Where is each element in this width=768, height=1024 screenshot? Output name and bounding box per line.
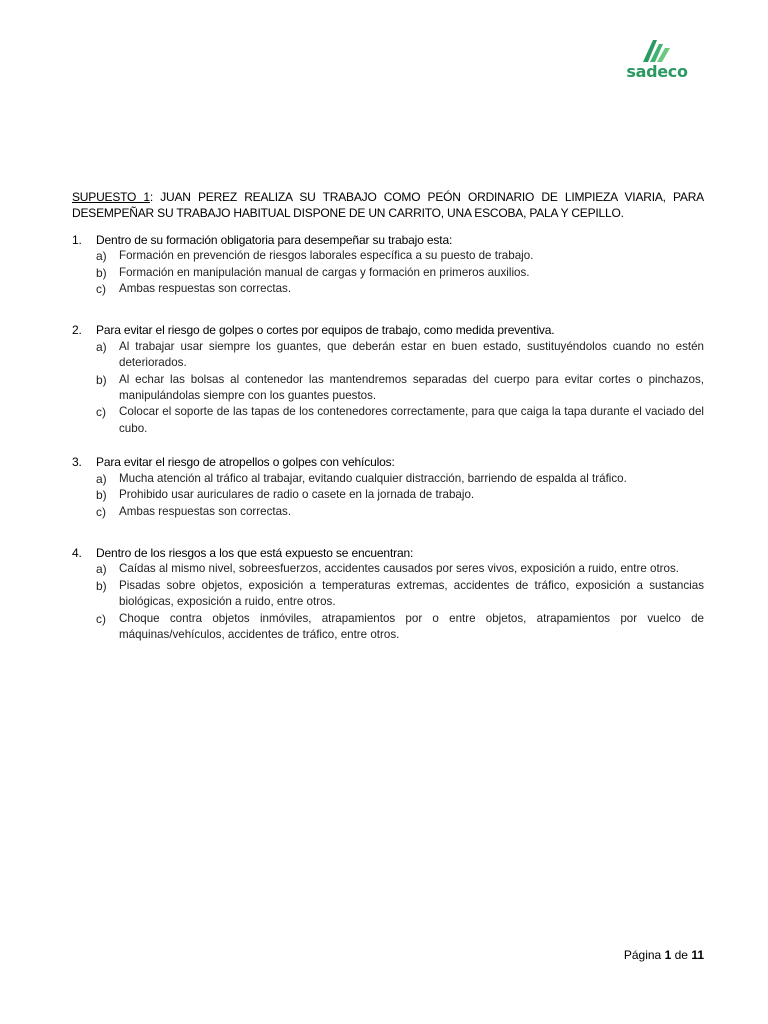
option-text: Pisadas sobre objetos, exposición a temperaturas extremas, accidentes de tráfico, exposición a sustancias biológicas, exposición a ruido, entre otros. [119,578,704,609]
answer-option [72,611,704,644]
question-4 [72,545,704,643]
option-letter: b) [96,372,107,387]
current-page: 1 [664,948,672,962]
answer-option [72,487,704,503]
question-number: 2. [72,323,82,338]
option-text: Caídas al mismo nivel, sobreesfuerzos, accidentes causados por seres vivos, exposición a ruido, entre otros. [119,562,679,576]
answer-option [72,339,704,372]
answer-options [72,248,704,297]
page-footer [624,948,704,962]
answer-option [72,561,704,577]
answer-option [72,404,704,437]
answer-options [72,561,704,643]
supuesto-label: SUPUESTO 1 [72,190,150,204]
answer-option [72,578,704,611]
answer-option [72,372,704,405]
option-letter: b) [96,265,107,280]
option-text: Formación en manipulación manual de cargas y formación en primeros auxilios. [119,265,530,279]
option-letter: a) [96,562,107,577]
question-number: 3. [72,455,82,470]
option-letter: c) [96,282,106,297]
option-text: Ambas respuestas son correctas. [119,282,292,296]
total-pages: 11 [691,948,704,962]
sadeco-logo-text: sadeco [626,62,688,81]
option-letter: a) [96,471,107,486]
spacer [72,297,704,322]
question-1 [72,232,704,298]
option-text: Colocar el soporte de las tapas de los contenedores correctamente, para que caiga la tapa durante el vaciado del cubo. [119,405,704,435]
answer-option [72,248,704,264]
spacer [72,520,704,545]
question-number: 1. [72,232,82,247]
sadeco-logo [622,38,692,88]
option-letter: c) [96,405,106,420]
option-text: Al echar las bolsas al contenedor las mantendremos separadas del cuerpo para evitar cortes o pinchazos, manipulándolas siempre con los guantes puestos. [119,372,704,403]
answer-option [72,265,704,281]
option-text: Prohibido usar auriculares de radio o casete en la jornada de trabajo. [119,488,475,502]
answer-option [72,471,704,487]
question-title: Para evitar el riesgo de golpes o cortes por equipos de trabajo, como medida preventiva. [96,323,555,338]
exam-content [72,189,704,643]
sadeco-leaf-logo-icon [640,38,674,64]
supuesto-heading [72,189,704,222]
question-number: 4. [72,545,82,560]
answer-option [72,281,704,297]
option-text: Al trabajar usar siempre los guantes, que deberán estar en buen estado, sustituyéndolos cuando no estén deteriorados. [119,339,704,370]
supuesto-text: : JUAN PEREZ REALIZA SU TRABAJO COMO PEÓN ORDINARIO DE LIMPIEZA VIARIA, PARA DESEMPEÑAR SU TRABAJO HABITUAL DISPONE DE UN CARRITO, UNA ESCOBA, PALA Y CEPILLO. [72,190,704,221]
option-letter: a) [96,249,107,264]
option-letter: c) [96,504,106,519]
option-letter: b) [96,488,107,503]
option-letter: a) [96,339,107,354]
option-text: Ambas respuestas son correctas. [119,504,292,518]
spacer [72,437,704,454]
question-title: Dentro de los riesgos a los que está expuesto se encuentran: [96,545,414,560]
question-title: Dentro de su formación obligatoria para desempeñar su trabajo esta: [96,232,453,247]
option-text: Choque contra objetos inmóviles, atrapamientos por o entre objetos, atrapamientos por vuelco de máquinas/vehículos, accidentes de tráfico, entre otros. [119,611,704,641]
answer-option [72,504,704,520]
answer-options [72,471,704,520]
option-letter: b) [96,578,107,593]
page-label: Página [623,948,662,962]
option-text: Mucha atención al tráfico al trabajar, evitando cualquier distracción, barriendo de espalda al tráfico. [119,471,627,485]
question-title: Para evitar el riesgo de atropellos o golpes con vehículos: [96,455,395,470]
option-text: Formación en prevención de riesgos laborales específica a su puesto de trabajo. [119,249,534,263]
question-3 [72,454,704,520]
answer-options [72,339,704,437]
of-label: de [674,948,688,962]
option-letter: c) [96,611,106,626]
question-2 [72,322,704,437]
